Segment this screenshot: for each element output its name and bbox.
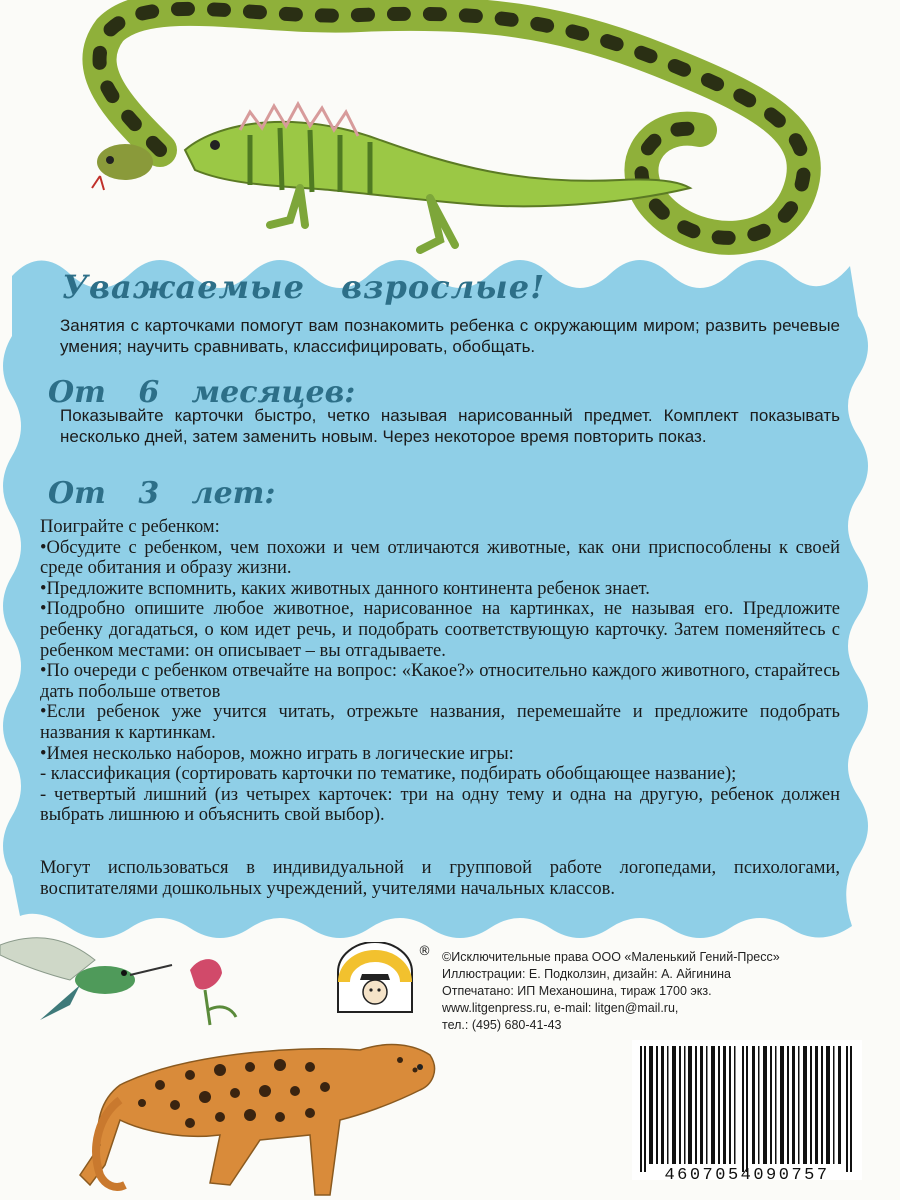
section-3-years-heading: От 3 лет: xyxy=(48,476,276,511)
greeting-heading: Уважаемые взрослые! xyxy=(62,268,546,306)
section-6-months-text: Показывайте карточки быстро, четко называя нарисованный предмет. Комплект показывать несколько дней, затем заменить новым. Через некоторое время повторить показ. xyxy=(60,406,840,446)
list-item: Поиграйте с ребенком: xyxy=(40,517,220,537)
list-item: •Предложите вспомнить, каких животных данного континента ребенок знает. xyxy=(40,578,650,599)
imprint-line: ©Исключительные права ООО «Маленький Гений-Пресс» xyxy=(442,950,780,964)
list-item: •Подробно опишите любое животное, нарисованное на картинках, не называя его. Предложите ребенку догадаться, о ком идет речь, и подобрать соответствующую карточку. Затем поменяйтесь с ребенком местами: он описывает – вы отгадываете. xyxy=(40,599,840,661)
list-item: •Если ребенок уже учится читать, отрежьте названия, перемешайте и предложите подобрать названия к картинкам. xyxy=(40,702,840,743)
imprint-line: Отпечатано: ИП Механошина, тираж 1700 экз. xyxy=(442,984,712,998)
snake-and-iguana-illustration xyxy=(0,0,900,270)
section-6-months-heading: От 6 месяцев: xyxy=(48,375,356,410)
list-item: - классификация (сортировать карточки по тематике, подбирать обобщающее название); xyxy=(40,764,737,785)
imprint-block xyxy=(442,949,862,1034)
list-item: •По очереди с ребенком отвечайте на вопрос: «Какое?» относительно каждого животного, старайтесь дать побольше ответов xyxy=(40,661,840,702)
usage-note: Могут использоваться в индивидуальной и групповой работе логопедами, психологами, воспитателями дошкольных учреждений, учителями начальных классов. xyxy=(40,858,840,899)
imprint-line: Иллюстрации: Е. Подколзин, дизайн: А. Айгинина xyxy=(442,967,731,981)
barcode xyxy=(632,1040,862,1180)
publisher-logo xyxy=(330,942,420,1017)
leopard-illustration xyxy=(60,1025,450,1200)
barcode-number: 4607054090757 xyxy=(664,1166,830,1185)
intro-paragraph: Занятия с карточками помогут вам познакомить ребенка с окружающим миром; развить речевые умения; научить сравнивать, классифицировать, обобщать. xyxy=(60,316,840,356)
imprint-line: www.litgenpress.ru, e-mail: litgen@mail.ru, xyxy=(442,1001,679,1015)
section-3-years-list xyxy=(40,517,840,826)
list-item: - четвертый лишний (из четырех карточек: три на одну тему и одна на другую, ребенок должен выбрать лишнюю и объяснить свой выбор). xyxy=(40,784,840,826)
imprint-line: тел.: (495) 680-41-43 xyxy=(442,1018,562,1032)
list-item: •Имея несколько наборов, можно играть в логические игры: xyxy=(40,743,514,764)
hummingbird-illustration xyxy=(0,925,240,1035)
registered-mark: ® xyxy=(418,944,431,959)
list-item: •Обсудите с ребенком, чем похожи и чем отличаются животные, как они приспособлены к своей среде обитания и образу жизни. xyxy=(40,537,840,579)
